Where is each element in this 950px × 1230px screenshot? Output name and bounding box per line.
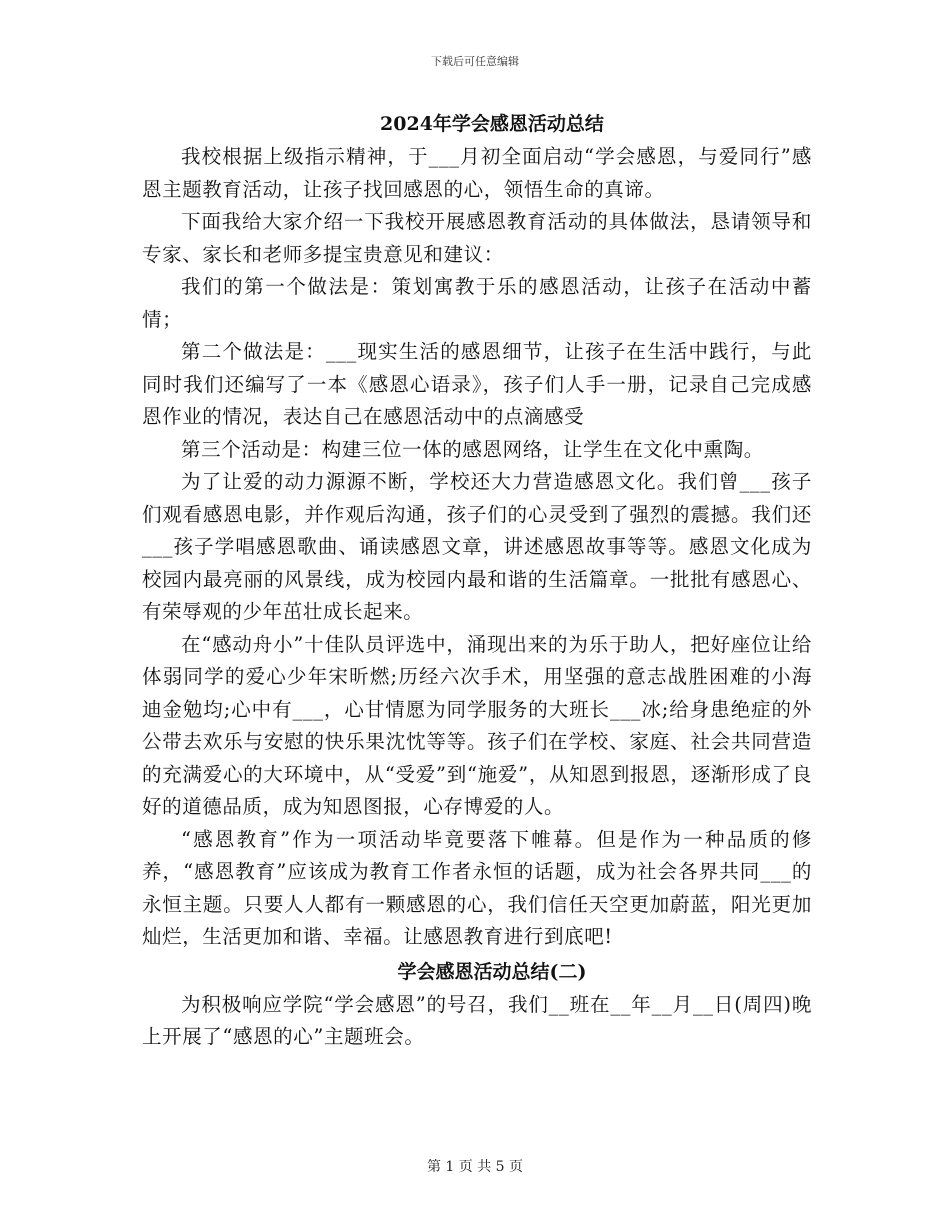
paragraph: “感恩教育”作为一项活动毕竟要落下帷幕。但是作为一种品质的修养，“感恩教育”应该成为教育工作者永恒的话题，成为社会各界共同___的永恒主题。只要人人都有一颗感恩的心，我们信任天空更加蔚蓝，阳光更加灿烂，生活更加和谐、幸福。让感恩教育进行到底吧!: [142, 827, 812, 948]
paragraph: 我们的第一个做法是：策划寓教于乐的感恩活动，让孩子在活动中蓄情；: [142, 275, 812, 331]
paragraph: 为了让爱的动力源源不断，学校还大力营造感恩文化。我们曾___孩子们观看感恩电影，并作观后沟通，孩子们的心灵受到了强烈的震撼。我们还___孩子学唱感恩歌曲、诵读感恩文章，讲述感恩故事等等。感恩文化成为校园内最亮丽的风景线，成为校园内最和谐的生活篇章。一批批有感恩心、有荣辱观的少年茁壮成长起来。: [142, 470, 812, 623]
document-body: [142, 107, 812, 1054]
paragraph: 第三个活动是：构建三位一体的感恩网络，让学生在文化中熏陶。: [181, 437, 764, 461]
section-subtitle: 学会感恩活动总结(二): [397, 960, 587, 983]
paragraph: 为积极响应学院“学会感恩”的号召，我们__班在__年__月__日(周四)晚上开展了“感恩的心”主题班会。: [142, 992, 812, 1048]
paragraph: 我校根据上级指示精神，于___月初全面启动“学会感恩，与爱同行”感恩主题教育活动，让孩子找回感恩的心，领悟生命的真谛。: [142, 145, 812, 201]
paragraph: 在“感动舟小”十佳队员评选中，涌现出来的为乐于助人，把好座位让给体弱同学的爱心少年宋昕燃;历经六次手术，用坚强的意志战胜困难的小海迪金勉均;心中有___，心甘情愿为同学服务的大班长___冰;给身患绝症的外公带去欢乐与安慰的快乐果沈忱等等。孩子们在学校、家庭、社会共同营造的充满爱心的大环境中，从“受爱”到“施爱”，从知恩到报恩，逐渐形成了良好的道德品质，成为知恩图报，心存博爱的人。: [142, 632, 812, 818]
paragraph: 下面我给大家介绍一下我校开展感恩教育活动的具体做法，恳请领导和专家、家长和老师多提宝贵意见和建议：: [142, 210, 812, 266]
page-number-footer: 第 1 页 共 5 页: [426, 1159, 524, 1175]
document-title: 2024年学会感恩活动总结: [380, 113, 604, 135]
page-header-note: 下载后可任意编辑: [431, 55, 519, 68]
paragraph: 第二个做法是：___现实生活的感恩细节，让孩子在生活中践行，与此同时我们还编写了一本《感恩心语录》，孩子们人手一册，记录自己完成感恩作业的情况，表达自己在感恩活动中的点滴感受: [142, 340, 812, 428]
